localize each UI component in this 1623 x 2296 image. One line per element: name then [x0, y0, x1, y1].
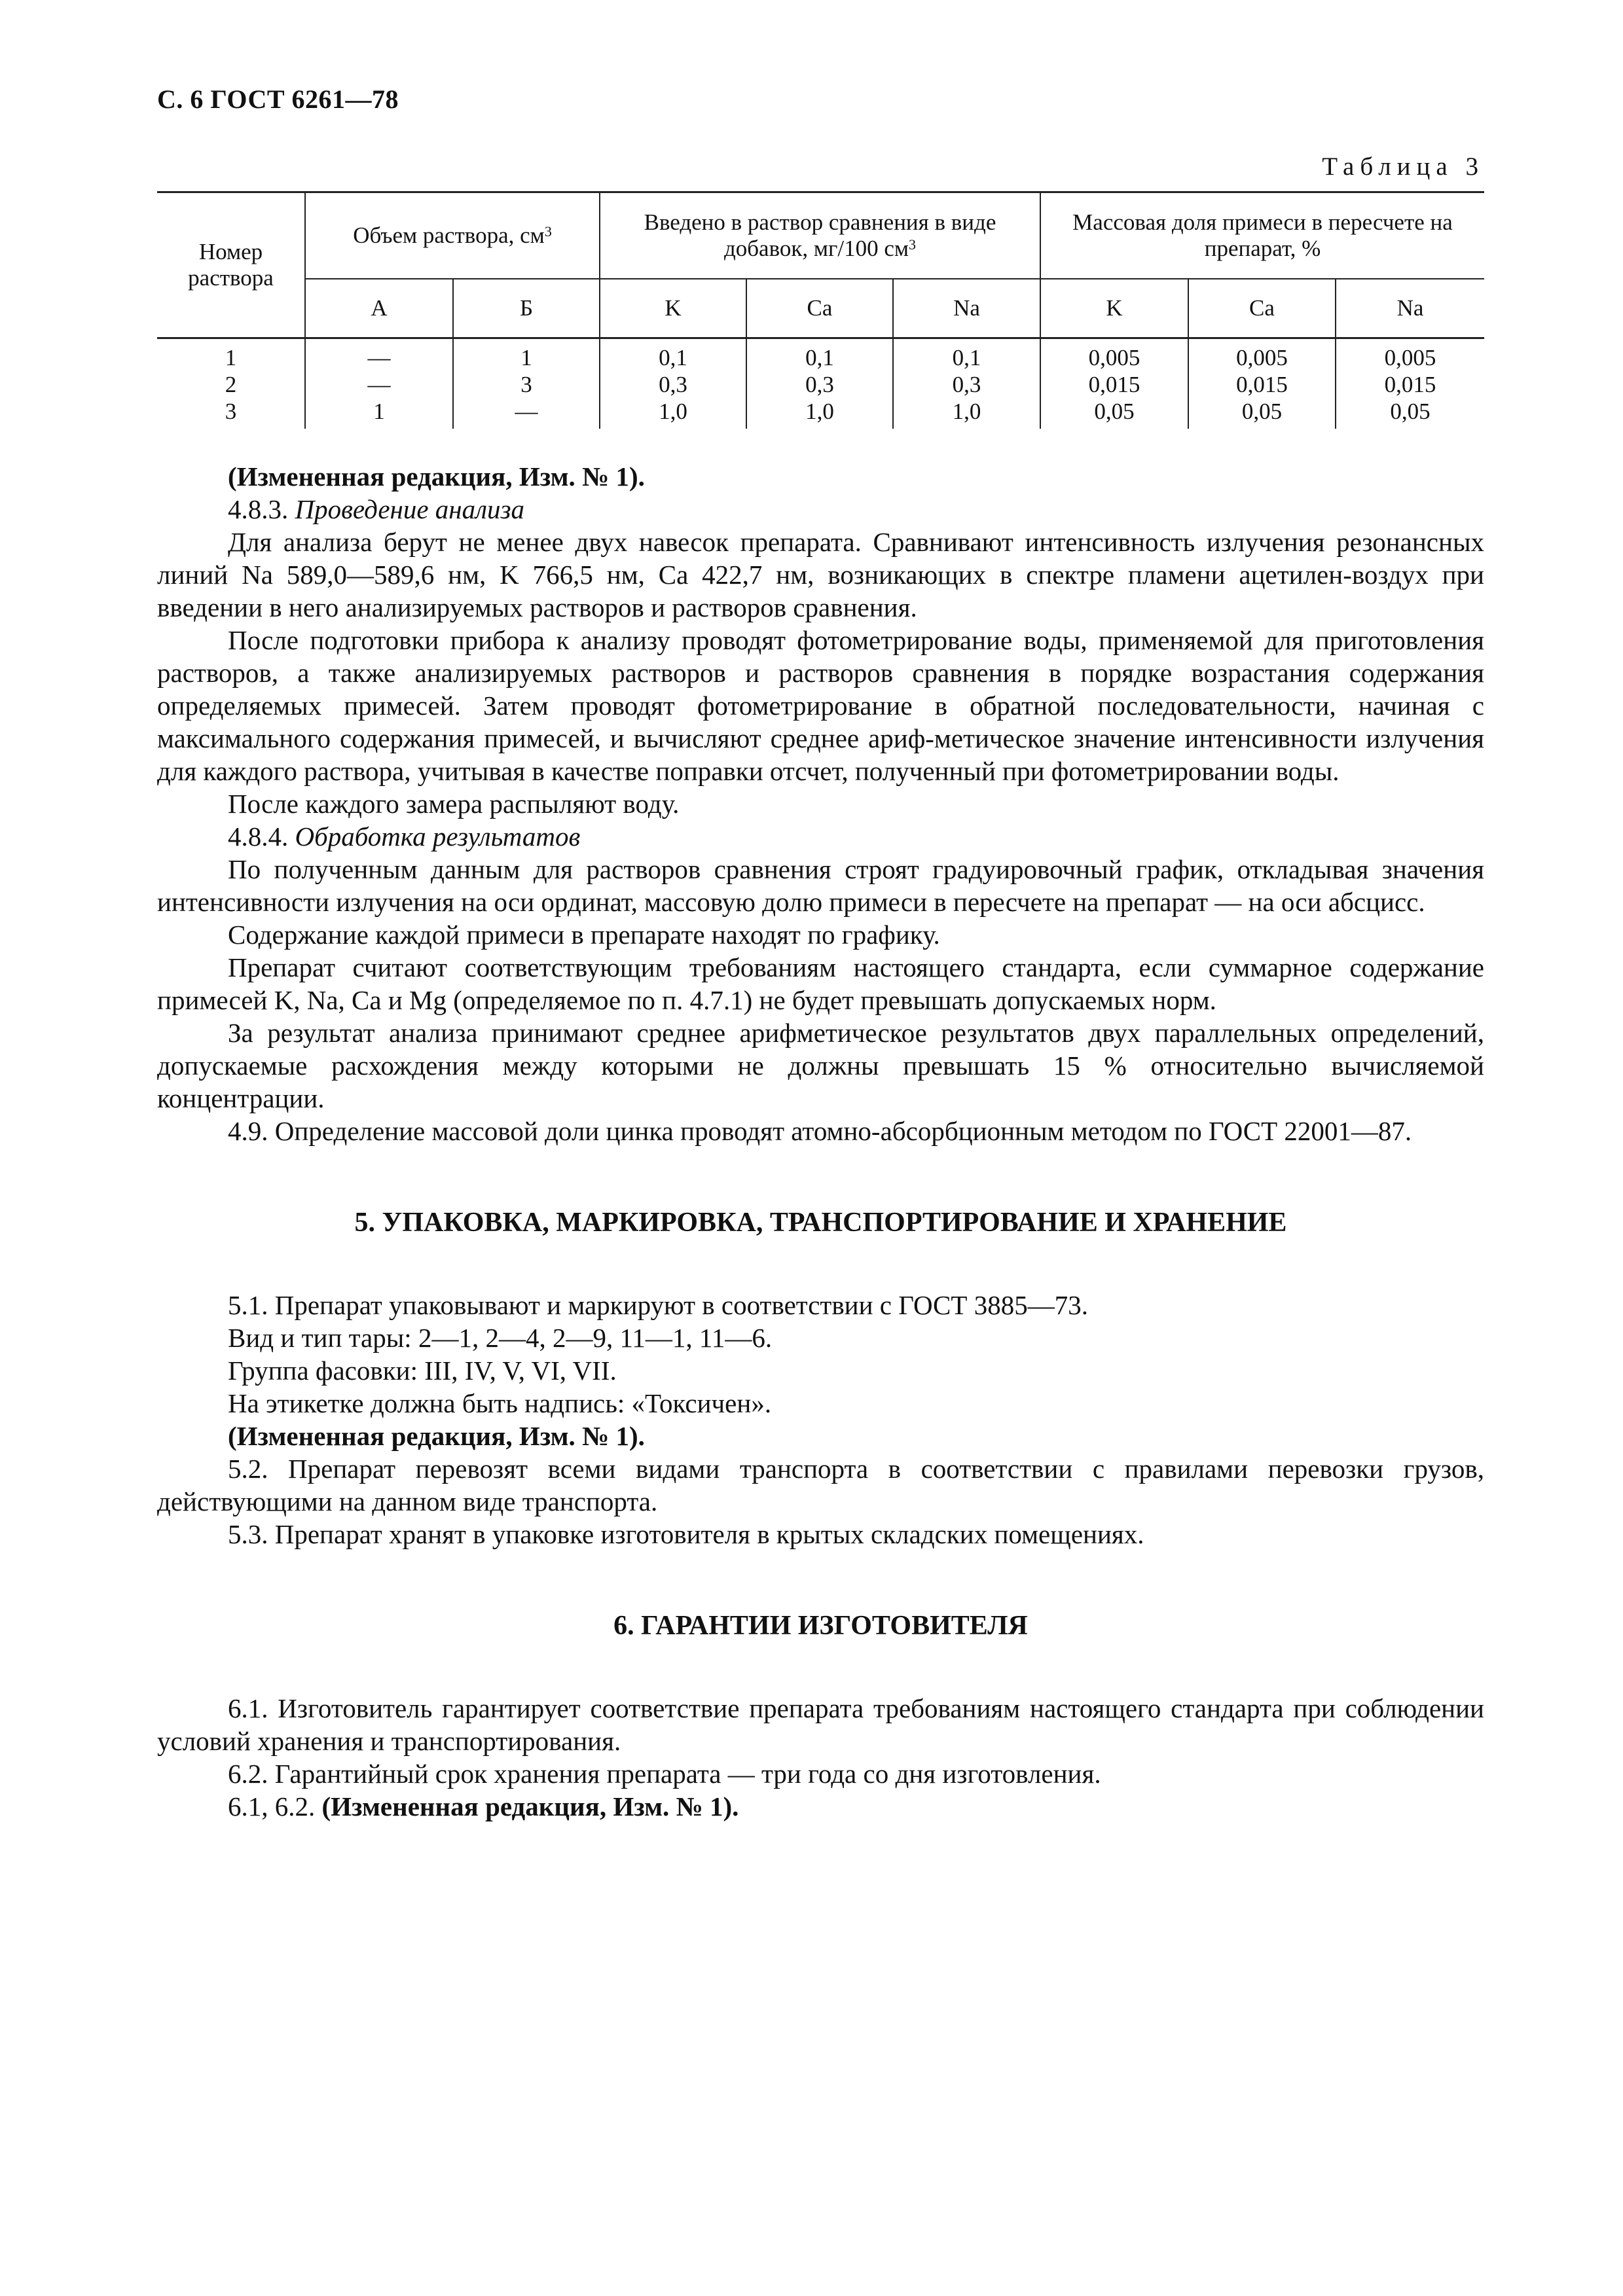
- paragraph: Содержание каждой примеси в препарате находят по графику.: [228, 920, 940, 950]
- amendment-note: (Измененная редакция, Изм. № 1).: [228, 461, 645, 492]
- col-header-mass-fraction: Массовая доля примеси в пересчете на препарат, %: [1040, 192, 1484, 279]
- data-table: [157, 191, 1484, 429]
- cells-added-k: 0,1 0,3 1,0: [600, 338, 746, 429]
- cells-mass-ca: 0,005 0,015 0,05: [1188, 338, 1336, 429]
- paragraph: На этикетке должна быть надпись: «Токсичен».: [228, 1388, 772, 1418]
- paragraph: После подготовки прибора к анализу проводят фотометрирование воды, применяемой для приготовления растворов, а также анализируемых растворов и растворов сравнения в порядке возрастания содержания определяемых примесей. Затем проводят фотометрирование в обратной последовательности, начиная с максимального содержания примесей, и вычисляют среднее ариф-метическое значение интенсивности излучения для каждого раствора, учитывая в качестве поправки отсчет, полученный при фотометрировании воды.: [157, 625, 1484, 786]
- paragraph: 5.3. Препарат хранят в упаковке изготовителя в крытых складских помещениях.: [228, 1519, 1144, 1549]
- section-title-5: 5. УПАКОВКА, МАРКИРОВКА, ТРАНСПОРТИРОВАНИЕ И ХРАНЕНИЕ: [354, 1208, 1287, 1238]
- subheader-mass-k: K: [1040, 279, 1188, 338]
- paragraph: 4.9. Определение массовой доли цинка проводят атомно-абсорбционным методом по ГОСТ 22001—87.: [228, 1116, 1412, 1146]
- col-header-volume: Объем раствора, $см^3$: [305, 192, 600, 279]
- page-header: С. 6 ГОСТ 6261—78: [157, 84, 399, 114]
- cells-number: 1 2 3: [157, 338, 305, 429]
- cells-volume-a: — — 1: [305, 338, 453, 429]
- subheader-added-na: Na: [893, 279, 1040, 338]
- paragraph: После каждого замера распыляют воду.: [228, 789, 680, 819]
- table-body: [157, 338, 1484, 429]
- paragraph: Вид и тип тары: 2—1, 2—4, 2—9, 11—1, 11—6.: [228, 1323, 773, 1353]
- amendment-note: 6.1, 6.2. (Измененная редакция, Изм. № 1).: [228, 1791, 739, 1821]
- paragraph: Для анализа берут не менее двух навесок препарата. Сравнивают интенсивность излучения резонансных линий Na 589,0—589,6 нм, K 766,5 нм, Ca 422,7 нм, возникающих в спектре пламени ацетилен-воздух при введении в него анализируемых растворов и растворов сравнения.: [157, 527, 1484, 622]
- amendment-note: (Измененная редакция, Изм. № 1).: [228, 1421, 645, 1451]
- paragraph: 6.1. Изготовитель гарантирует соответствие препарата требованиям настоящего стандарта при соблюдении условий хранения и транспортирования.: [157, 1693, 1484, 1756]
- table-caption: Таблица 3: [1322, 152, 1484, 181]
- subsection-heading-4-8-3: 4.8.3. Проведение анализа: [228, 494, 525, 524]
- cells-mass-na: 0,005 0,015 0,05: [1384, 345, 1436, 424]
- subheader-a: А: [305, 279, 453, 338]
- subheader-mass-na: Na: [1336, 279, 1484, 338]
- paragraph: Препарат считают соответствующим требованиям настоящего стандарта, если суммарное содержание примесей K, Na, Ca и Mg (определяемое по п. 4.7.1) не будет превышать допускаемых норм.: [157, 952, 1484, 1015]
- paragraph: Группа фасовки: III, IV, V, VI, VII.: [228, 1355, 617, 1386]
- col-header-number: Номер раствора: [157, 192, 305, 338]
- subheader-mass-ca: Ca: [1188, 279, 1336, 338]
- subheader-added-ca: Ca: [746, 279, 893, 338]
- document-body: [157, 460, 1484, 1823]
- paragraph: 5.1. Препарат упаковывают и маркируют в соответствии с ГОСТ 3885—73.: [228, 1290, 1088, 1320]
- subheader-added-k: K: [600, 279, 746, 338]
- cells-volume-b: 1 3 —: [453, 338, 600, 429]
- paragraph: За результат анализа принимают среднее арифметическое результатов двух параллельных определений, допускаемые расхождения между которыми не должны превышать 15 % относительно вычисляемой концентрации.: [157, 1018, 1484, 1113]
- cells-added-na: 0,1 0,3 1,0: [893, 338, 1040, 429]
- col-header-added: Введено в раствор сравнения в виде добавок, мг/100 $см^3$: [600, 192, 1040, 279]
- paragraph: 6.2. Гарантийный срок хранения препарата — три года со дня изготовления.: [228, 1759, 1101, 1789]
- paragraph: По полученным данным для растворов сравнения строят градуировочный график, откладывая значения интенсивности излучения на оси ординат, массовую долю примеси в пересчете на препарат — на оси абсцисс.: [157, 854, 1484, 917]
- section-title-6: 6. ГАРАНТИИ ИЗГОТОВИТЕЛЯ: [613, 1611, 1028, 1641]
- paragraph: 5.2. Препарат перевозят всеми видами транспорта в соответствии с правилами перевозки грузов, действующими на данном виде транспорта.: [157, 1454, 1484, 1516]
- subheader-b: Б: [453, 279, 600, 338]
- cells-added-ca: 0,1 0,3 1,0: [746, 338, 893, 429]
- cells-mass-k: 0,005 0,015 0,05: [1040, 338, 1188, 429]
- subsection-heading-4-8-4: 4.8.4. Обработка результатов: [228, 821, 581, 852]
